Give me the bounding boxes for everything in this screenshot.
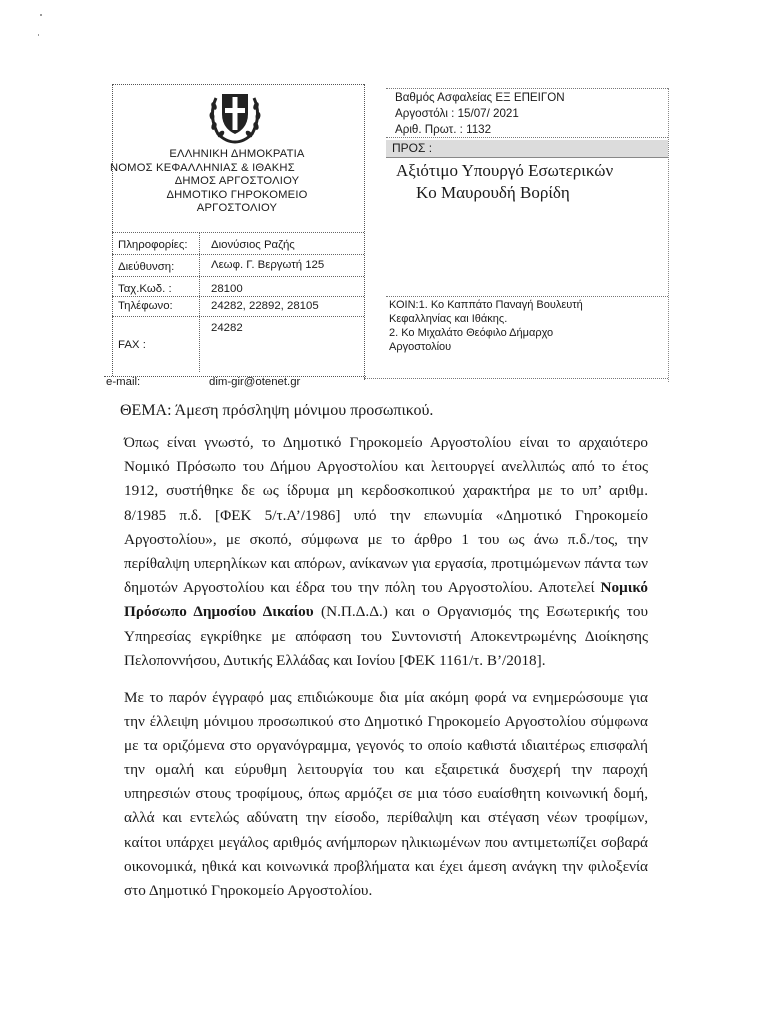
letterhead-frame-top [112,84,364,85]
email-label: e-mail: [106,376,141,388]
recipient-block [396,160,613,204]
body-text-bold: Νομικό Πρόσωπο Δημοσίου Δικαίου [124,579,648,621]
scan-speck [38,34,39,36]
info-value: 24282, 22892, 28105 [211,300,319,312]
cc-block [389,298,689,354]
info-label: Διεύθυνση: [118,261,175,273]
document-date: Αργοστόλι : 15/07/ 2021 [395,107,519,120]
org-line: ΔΗΜΟΣ ΑΡΓΟΣΤΟΛΙΟΥ [174,175,300,188]
info-row-fax [112,316,364,373]
org-line: ΑΡΓΟΣΤΟΛΙΟΥ [196,202,278,215]
recipient-label: ΠΡΟΣ : [392,141,433,155]
koin-rule [386,296,668,297]
recipient-line: Αξιότιμο Υπουργό Εσωτερικών [396,161,614,180]
cc-line: ΚΟΙΝ:1. Κο Καππάτο Παναγή Βουλευτή [389,299,583,311]
org-line: ΕΛΛΗΝΙΚΗ ΔΗΜΟΚΡΑΤΙΑ [169,148,305,160]
info-label: Τηλέφωνο: [118,300,173,312]
info-label: Ταχ.Κωδ. : [118,283,172,295]
greek-coat-of-arms-icon [206,88,264,144]
body-paragraph-1 [124,431,648,673]
info-value: 24282 [211,322,243,334]
recipient-line: Κο Μαυρουδή Βορίδη [416,183,570,202]
cc-line: 2. Κο Μιχαλάτο Θεόφιλο Δήμαρχο [389,327,554,339]
org-line: ΔΗΜΟΤΙΚΟ ΓΗΡΟΚΟΜΕΙΟ [166,188,308,201]
meta-bottom-rule [386,137,668,138]
info-value: Λεωφ. Γ. Βεργωτή 125 [211,259,325,271]
recipient-label-bar [386,140,668,158]
meta-top-rule [386,88,668,89]
protocol-number: Αριθ. Πρωτ. : 1132 [395,123,492,136]
cc-line: Αργοστολίου [389,341,452,353]
body-paragraph-2: Με το παρόν έγγραφό μας επιδιώκουμε δια μία ακόμη φορά να ενημερώσουμε για την έλλειψη μόνιμου προσωπικού στο Δημοτικό Γηροκομείο Αργοστολίου σύμφωνα με τα οριζόμενα στο οργανόγραμμα, γεγονός το οποίο καθιστά ιδιαιτέρως επισφαλή την ομαλή και εύρυθμη λειτουργία του και εξαιρετικά δυσχερή την παροχή υπηρεσιών στους τροφίμους, όπως αρμόζει σε μια τόσο ευαίσθητη κοινωνική δομή, αλλά και εντελώς αδύνατη την είσοδο, περίθαλψη και στέγαση νέων τροφίμων, καίτοι υπάρχει μεγάλος αριθμός ανήμπορων ηλικιωμένων που αντιμετωπίζει σοβαρά οικονομικά, ηθικά και κοινωνικά προβλήματα και έχει άμεση ανάγκη την φιλοξενία στο Δημοτικό Γηροκομείο Αργοστολίου. [124,689,648,899]
security-level: Βαθμός Ασφαλείας ΕΞ ΕΠΕΙΓΟΝ [395,91,565,104]
body-text: Όπως είναι γνωστό, το Δημοτικό Γηροκομείο Αργοστολίου είναι το αρχαιότερο Νομικό Πρόσωπο του Δήμου Αργοστολίου και λειτουργεί ανελλιπώς από το έτος 1912, συστήθηκε δε ως ίδρυμα μη κερδοσκοπικού χαρακτήρα με το υπ’ αριθμ. 8/1985 π.δ. [ΦΕΚ 5/τ.Α’/1986] υπό την επωνυμία «Δημοτικό Γηροκομείο Αργοστολίου», με σκοπό, σύμφωνα με το άρθρο 1 του ως άνω π.δ./τος, την περίθαλψη υπερηλίκων και απόρων, ανίκανων για εργασία, προτιμώμενων πάντα των δημοτών Αργοστολίου και έδρα του την πόλη του Αργοστολίου. Αποτελεί [124,434,648,597]
info-value: 28100 [211,283,243,295]
scan-speck [40,14,42,16]
body-text: (Ν.Π.Δ.Δ.) και ο Οργανισμός της Εσωτερικής του Υπηρεσίας εγκρίθηκε με απόφαση του Συντονιστή Αποκεντρωμένης Διοίκησης Πελοποννήσου, Δυτικής Ελλάδας και Ιονίου [ΦΕΚ 1161/τ. Β’/2018]. [124,603,648,669]
letterhead-frame-divider [364,84,365,380]
info-label: FAX : [118,339,146,351]
organization-header [108,148,366,216]
org-line: ΝΟΜΟΣ ΚΕΦΑΛΛΗΝΙΑΣ & ΙΘΑΚΗΣ [110,161,295,174]
cc-line: Κεφαλληνίας και Ιθάκης. [389,313,508,325]
header-bottom-rule [364,378,668,379]
info-label: Πληροφορίες: [118,239,188,251]
document-meta [395,90,565,138]
subject-line: ΘΕΜΑ: Άμεση πρόσληψη μόνιμου προσωπικού. [120,402,434,419]
info-value: Διονύσιος Ραζής [211,239,295,251]
email-value: dim-gir@otenet.gr [209,376,301,388]
